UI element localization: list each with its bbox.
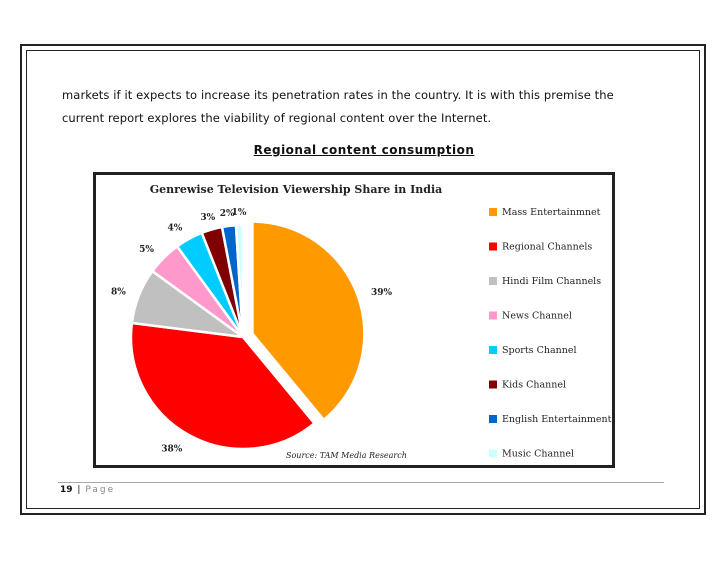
pie-chart <box>96 175 612 465</box>
data-label-music-channel: 1% <box>231 208 247 219</box>
legend-swatch-sports-channel <box>489 346 497 354</box>
legend-label-hindi-film-channels: Hindi Film Channels <box>502 276 602 287</box>
legend-label-music-channel: Music Channel <box>502 448 575 460</box>
data-label-kids-channel: 3% <box>200 213 216 224</box>
paragraph-line-1: markets if it expects to increase its penetration rates in the country. It is with this premise the <box>62 88 614 102</box>
legend-swatch-mass-entertainmnet <box>489 208 497 216</box>
chart-title: Genrewise Television Viewership Share in India <box>149 183 443 196</box>
legend-swatch-news-channel <box>489 312 497 320</box>
body-paragraph <box>62 84 662 130</box>
footer-divider <box>58 482 664 483</box>
legend-label-mass-entertainmnet: Mass Entertainmnet <box>502 207 601 218</box>
legend-label-english-entertainment: English Entertainment <box>502 414 612 425</box>
legend-label-news-channel: News Channel <box>502 310 572 322</box>
data-label-mass-entertainmnet: 39% <box>370 287 393 298</box>
chart-source: Source: TAM Media Research <box>286 451 407 460</box>
data-label-regional-channels: 38% <box>161 444 183 455</box>
data-label-english-entertainment: 2% <box>219 208 235 219</box>
legend-swatch-english-entertainment <box>489 415 497 423</box>
page-footer <box>60 485 115 495</box>
footer-separator: | <box>77 485 81 495</box>
section-heading <box>0 143 728 157</box>
section-heading-text: Regional content consumption <box>253 143 475 157</box>
legend-label-sports-channel: Sports Channel <box>502 345 577 356</box>
page-label: Page <box>85 485 116 495</box>
legend-label-kids-channel: Kids Channel <box>502 379 567 391</box>
legend-label-regional-channels: Regional Channels <box>502 241 593 253</box>
pie-chart-figure <box>93 172 615 468</box>
legend-swatch-music-channel <box>489 450 497 458</box>
legend-swatch-hindi-film-channels <box>489 277 497 285</box>
page-number: 19 <box>60 485 73 495</box>
legend-swatch-kids-channel <box>489 381 497 389</box>
data-label-hindi-film-channels: 8% <box>111 287 126 298</box>
paragraph-line-2: current report explores the viability of regional content over the Internet. <box>62 111 492 125</box>
data-label-sports-channel: 4% <box>167 223 183 234</box>
data-label-news-channel: 5% <box>139 244 154 255</box>
legend-swatch-regional-channels <box>489 243 497 251</box>
